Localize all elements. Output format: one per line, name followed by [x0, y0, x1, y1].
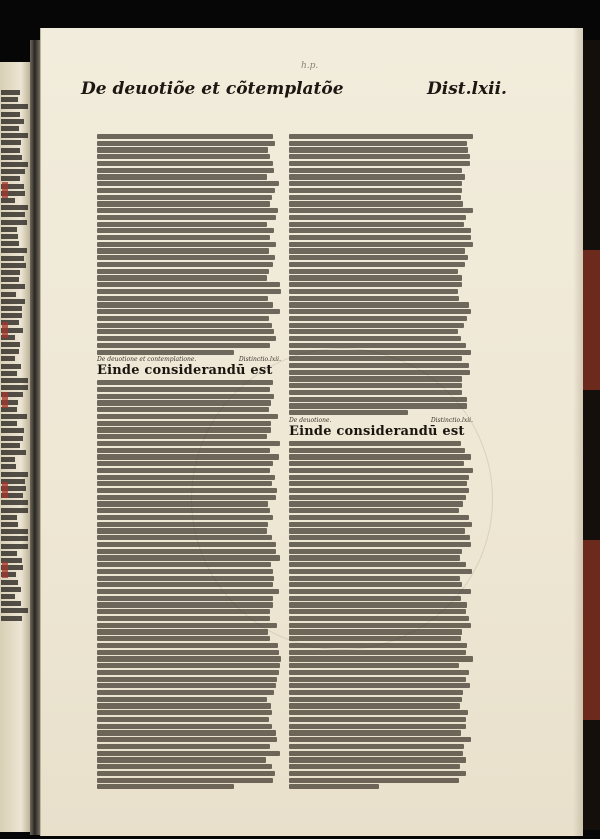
text-line: [289, 275, 462, 280]
text-line: [289, 356, 462, 361]
text-line: [97, 147, 268, 152]
text-line: [289, 461, 464, 466]
facing-text-line: [1, 349, 19, 354]
text-line: [97, 589, 279, 594]
text-line: [97, 636, 270, 641]
facing-text-line: [1, 364, 21, 369]
facing-text-line: [1, 205, 28, 210]
facing-text-line: [1, 428, 24, 433]
rubric-right: Distinctio.lxii.: [238, 356, 281, 364]
text-line: [97, 650, 279, 655]
text-line: [97, 629, 268, 634]
text-line: [289, 350, 471, 355]
section-heading: Einde considerandū est: [97, 363, 273, 379]
facing-text-line: [1, 220, 27, 225]
text-line: [97, 282, 280, 287]
text-line: [97, 414, 278, 419]
text-line: [97, 275, 267, 280]
text-line: [289, 309, 471, 314]
text-line: [289, 329, 458, 334]
facing-text-line: [1, 385, 28, 390]
section-rubric: [97, 356, 281, 363]
text-line: [97, 407, 269, 412]
facing-text-line: [1, 544, 28, 549]
text-line: [97, 501, 268, 506]
text-line: [289, 576, 460, 581]
facing-text-line: [1, 306, 22, 311]
text-line: [97, 744, 270, 749]
text-line: [97, 343, 270, 348]
text-line: [289, 549, 462, 554]
facing-text-line: [1, 342, 20, 347]
text-line: [97, 201, 270, 206]
text-line: [289, 475, 469, 480]
text-line: [97, 757, 266, 762]
text-line: [289, 481, 467, 486]
text-line: [289, 629, 462, 634]
text-line: [289, 683, 470, 688]
text-line: [97, 168, 274, 173]
facing-text-line: [1, 126, 19, 131]
text-line: [97, 602, 273, 607]
text-line: [97, 434, 267, 439]
text-line: [97, 549, 276, 554]
text-line: [97, 528, 267, 533]
facing-text-line: [1, 97, 18, 102]
facing-rubric-mark: [2, 182, 8, 198]
text-line: [289, 208, 473, 213]
text-line: [289, 596, 461, 601]
facing-text-line: [1, 450, 26, 455]
text-line: [97, 569, 273, 574]
facing-text-line: [1, 356, 15, 361]
text-line: [97, 576, 274, 581]
text-line: [289, 154, 470, 159]
text-line: [289, 528, 465, 533]
text-line: [289, 764, 460, 769]
facing-text-line: [1, 414, 27, 419]
text-line: [97, 262, 273, 267]
text-line: [289, 248, 465, 253]
text-line: [289, 403, 467, 408]
text-line: [289, 784, 379, 789]
text-line: [289, 376, 462, 381]
text-line: [97, 481, 272, 486]
folio-note: h.p.: [301, 61, 319, 71]
facing-text-line: [1, 508, 28, 513]
text-line: [289, 363, 469, 368]
text-line: [289, 737, 471, 742]
text-line: [97, 710, 272, 715]
facing-text-line: [1, 472, 28, 477]
text-line: [289, 296, 459, 301]
text-line: [97, 616, 270, 621]
facing-text-line: [1, 162, 28, 167]
bookmark-ribbon: [581, 540, 600, 720]
text-line: [97, 475, 275, 480]
text-line: [97, 316, 269, 321]
text-line: [289, 215, 466, 220]
text-line: [97, 656, 281, 661]
text-line: [289, 188, 462, 193]
text-line: [97, 730, 276, 735]
text-line: [97, 495, 276, 500]
text-line: [289, 602, 467, 607]
text-line: [289, 717, 466, 722]
text-line: [289, 302, 469, 307]
facing-text-line: [1, 299, 25, 304]
text-line: [97, 141, 275, 146]
facing-text-line: [1, 594, 15, 599]
text-line: [97, 751, 280, 756]
facing-text-line: [1, 436, 23, 441]
running-header-left: De deuotiõe et cõtemplatõe: [81, 79, 344, 99]
facing-text-line: [1, 464, 16, 469]
text-line: [289, 390, 462, 395]
text-line: [97, 208, 278, 213]
text-line: [97, 302, 273, 307]
facing-text-line: [1, 169, 25, 174]
text-line: [97, 690, 274, 695]
text-line: [289, 771, 466, 776]
text-line: [97, 697, 267, 702]
facing-text-line: [1, 248, 27, 253]
text-line: [97, 609, 270, 614]
text-line: [97, 703, 271, 708]
facing-text-line: [1, 457, 15, 462]
text-line: [97, 421, 271, 426]
text-line: [289, 370, 470, 375]
text-line: [289, 778, 459, 783]
text-line: [97, 309, 280, 314]
text-line: [289, 174, 465, 179]
facing-text-line: [1, 176, 20, 181]
text-line: [289, 515, 469, 520]
facing-text-line: [1, 234, 18, 239]
text-line: [289, 269, 458, 274]
text-line: [97, 387, 270, 392]
rubric-right: Distinctio.lxii.: [430, 416, 473, 424]
text-line: [97, 724, 272, 729]
text-line: [97, 771, 275, 776]
text-line: [289, 410, 408, 415]
text-line: [97, 542, 276, 547]
text-line: [97, 248, 269, 253]
facing-text-line: [1, 256, 24, 261]
text-line: [289, 441, 461, 446]
text-line: [289, 468, 473, 473]
text-line: [289, 730, 461, 735]
text-line: [97, 683, 276, 688]
facing-text-line: [1, 601, 21, 606]
facing-rubric-mark: [2, 562, 8, 578]
facing-text-line: [1, 522, 18, 527]
text-line: [289, 589, 471, 594]
running-header-right: Dist.lxii.: [427, 79, 507, 99]
facing-text-line: [1, 270, 20, 275]
text-line: [289, 495, 466, 500]
text-line: [97, 677, 277, 682]
section-rubric: [289, 417, 473, 424]
text-line: [97, 535, 272, 540]
text-line: [289, 703, 460, 708]
text-line: [97, 181, 279, 186]
facing-text-line: [1, 313, 22, 318]
text-line: [289, 336, 461, 341]
text-column-right: [289, 134, 473, 791]
text-line: [289, 141, 467, 146]
text-line: [289, 181, 462, 186]
facing-rubric-mark: [2, 322, 8, 338]
facing-text-line: [1, 284, 25, 289]
text-line: [289, 222, 464, 227]
facing-text-line: [1, 536, 28, 541]
text-line: [289, 677, 466, 682]
text-line: [289, 195, 461, 200]
facing-text-line: [1, 90, 20, 95]
facing-text-line: [1, 155, 22, 160]
text-line: [97, 448, 270, 453]
text-line: [289, 663, 459, 668]
text-line: [289, 343, 466, 348]
text-line: [97, 555, 280, 560]
text-line: [97, 737, 277, 742]
text-line: [289, 228, 471, 233]
text-line: [97, 663, 280, 668]
text-line: [97, 764, 272, 769]
text-line: [97, 174, 267, 179]
text-line: [97, 188, 275, 193]
text-line: [97, 228, 274, 233]
text-line: [289, 697, 462, 702]
text-line: [97, 454, 279, 459]
text-line: [289, 542, 471, 547]
text-line: [289, 555, 460, 560]
text-line: [289, 650, 466, 655]
text-line: [289, 522, 472, 527]
text-line: [289, 501, 463, 506]
facing-page-edge: [0, 62, 30, 832]
text-line: [289, 623, 471, 628]
text-column-left: [97, 134, 281, 791]
text-line: [97, 235, 270, 240]
facing-text-line: [1, 529, 28, 534]
text-line: [289, 643, 467, 648]
text-line: [97, 289, 281, 294]
facing-rubric-mark: [2, 392, 8, 408]
text-line: [97, 329, 274, 334]
text-line: [289, 255, 468, 260]
text-line: [289, 569, 472, 574]
text-line: [289, 397, 467, 402]
facing-text-line: [1, 587, 21, 592]
text-line: [97, 508, 270, 513]
text-line: [289, 535, 470, 540]
text-line: [97, 778, 273, 783]
facing-text-line: [1, 616, 22, 621]
text-line: [97, 441, 280, 446]
text-line: [289, 201, 463, 206]
text-line: [97, 222, 267, 227]
text-line: [97, 154, 270, 159]
text-line: [289, 161, 470, 166]
text-line: [289, 316, 467, 321]
facing-text-line: [1, 119, 24, 124]
facing-text-line: [1, 241, 19, 246]
text-line: [97, 323, 272, 328]
text-line: [289, 147, 468, 152]
text-line: [97, 522, 268, 527]
facing-text-line: [1, 133, 28, 138]
facing-text-line: [1, 112, 20, 117]
text-line: [289, 609, 466, 614]
text-line: [289, 757, 466, 762]
facing-text-line: [1, 104, 28, 109]
facing-text-line: [1, 608, 28, 613]
text-line: [97, 562, 271, 567]
text-line: [97, 269, 269, 274]
facing-text-line: [1, 371, 17, 376]
text-line: [289, 454, 471, 459]
book-page: [40, 28, 583, 836]
text-line: [97, 623, 277, 628]
facing-text-line: [1, 198, 15, 203]
text-line: [289, 582, 462, 587]
facing-text-line: [1, 443, 20, 448]
text-line: [289, 508, 459, 513]
text-line: [289, 289, 458, 294]
text-line: [289, 751, 463, 756]
text-line: [97, 468, 270, 473]
facing-text-line: [1, 421, 17, 426]
facing-text-line: [1, 292, 16, 297]
text-line: [289, 262, 465, 267]
facing-text-line: [1, 148, 20, 153]
text-line: [97, 643, 278, 648]
text-line: [97, 336, 276, 341]
facing-text-line: [1, 140, 21, 145]
text-line: [97, 596, 273, 601]
facing-text-line: [1, 551, 17, 556]
text-line: [97, 161, 273, 166]
text-line: [289, 134, 473, 139]
facing-text-line: [1, 263, 26, 268]
facing-text-line: [1, 500, 28, 505]
text-line: [97, 515, 273, 520]
facing-text-line: [1, 227, 17, 232]
facing-text-line: [1, 580, 18, 585]
text-line: [97, 242, 276, 247]
text-line: [289, 636, 461, 641]
text-line: [97, 350, 234, 355]
rubric-left: De deuotione.: [289, 416, 332, 424]
facing-rubric-mark: [2, 482, 8, 498]
text-line: [97, 670, 279, 675]
text-line: [97, 427, 271, 432]
text-line: [97, 296, 268, 301]
text-line: [289, 670, 469, 675]
text-line: [289, 616, 469, 621]
text-line: [97, 380, 273, 385]
text-line: [97, 488, 277, 493]
text-line: [97, 400, 271, 405]
facing-text-line: [1, 515, 17, 520]
text-line: [289, 690, 463, 695]
text-line: [97, 394, 274, 399]
text-line: [289, 448, 465, 453]
text-line: [289, 168, 462, 173]
rubric-left: De deuotione et contemplatione.: [97, 356, 197, 364]
text-line: [97, 784, 234, 789]
text-line: [97, 255, 275, 260]
facing-text-line: [1, 378, 28, 383]
text-line: [97, 215, 276, 220]
text-line: [289, 383, 462, 388]
text-line: [289, 235, 471, 240]
text-line: [289, 656, 473, 661]
text-line: [97, 717, 269, 722]
text-line: [289, 282, 462, 287]
text-line: [97, 461, 273, 466]
section-heading: Einde considerandū est: [289, 423, 465, 439]
bookmark-ribbon: [581, 250, 600, 390]
text-line: [289, 488, 469, 493]
text-line: [289, 323, 464, 328]
text-line: [289, 242, 473, 247]
text-line: [289, 710, 468, 715]
text-line: [289, 724, 466, 729]
text-line: [289, 562, 466, 567]
text-line: [97, 195, 272, 200]
text-line: [97, 134, 273, 139]
text-line: [289, 744, 464, 749]
facing-text-line: [1, 212, 25, 217]
facing-text-line: [1, 277, 19, 282]
text-line: [97, 582, 273, 587]
